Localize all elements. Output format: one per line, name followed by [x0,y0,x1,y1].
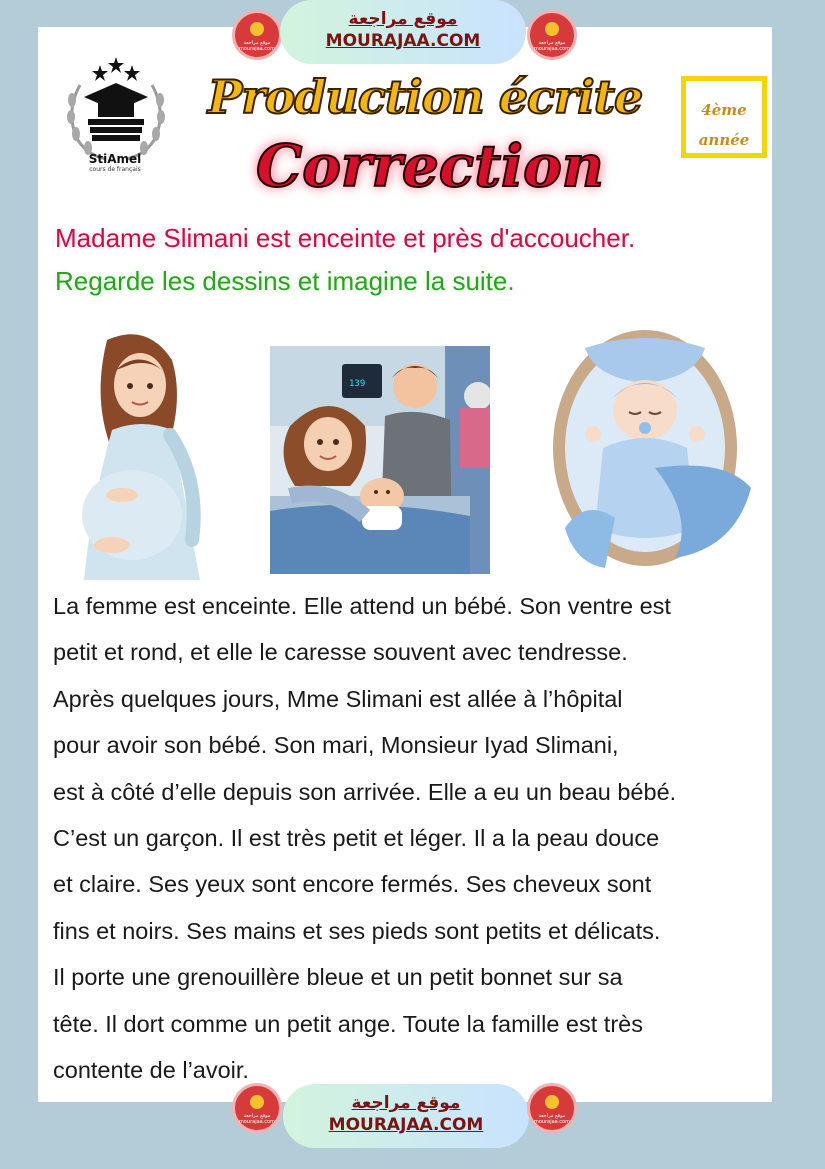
site-logo-left-top: موقع مراجعة mourajaa.com [232,10,282,60]
story-line: est à côté d’elle depuis son arrivée. Elle a eu un beau bébé. [53,778,677,805]
site-name-link[interactable]: MOURAJAA.COM [328,1115,484,1135]
site-logo-right-top: موقع مراجعة mourajaa.com [527,10,577,60]
site-banner-top[interactable] [280,0,526,64]
school-subtitle: cours de français [89,166,141,173]
instruction-context: Madame Slimani est enceinte et près d'accoucher. [55,223,636,253]
pregnant-woman-illustration [72,330,222,590]
site-name-arabic[interactable]: موقع مراجعة [351,1093,461,1113]
instruction-task: Regarde les dessins et imagine la suite. [55,266,515,296]
grade-unit: année [698,131,750,149]
story-line: Il porte une grenouillère bleue et un petit bonnet sur sa [53,964,623,991]
hospital-birth-illustration [270,346,490,574]
story-line: C’est un garçon. Il est très petit et léger. Il a la peau douce [53,824,660,851]
story-line: La femme est enceinte. Elle attend un bébé. Son ventre est [53,593,671,619]
site-banner-bottom[interactable] [283,1084,529,1148]
story-line: contente de l’avoir. [53,1056,249,1083]
site-logo-right-bottom: موقع مراجعة mourajaa.com [527,1083,577,1133]
story-text [53,586,753,1096]
page-title: Production écrite [207,70,643,124]
site-name-arabic[interactable]: موقع مراجعة [348,9,458,29]
grade-badge [681,76,767,158]
grade-level: 4ème [701,101,747,119]
story-line: fins et noirs. Ses mains et ses pieds sont petits et délicats. [53,917,661,944]
baby-in-basket-illustration [545,328,757,580]
page-subtitle: Correction [256,132,604,200]
monitor-readout: 139 [349,379,366,389]
story-line: pour avoir son bébé. Son mari, Monsieur Iyad Slimani, [53,732,619,759]
site-logo-left-bottom: موقع مراجعة mourajaa.com [232,1083,282,1133]
story-line: et claire. Ses yeux sont encore fermés. Ses cheveux sont [53,871,652,898]
story-line: tête. Il dort comme un petit ange. Toute la famille est très [53,1010,643,1037]
site-name-link[interactable]: MOURAJAA.COM [325,31,481,51]
story-line: Après quelques jours, Mme Slimani est allée à l’hôpital [53,685,623,712]
story-line: petit et rond, et elle le caresse souvent avec tendresse. [53,639,628,666]
school-name: StiAmel [88,152,142,166]
